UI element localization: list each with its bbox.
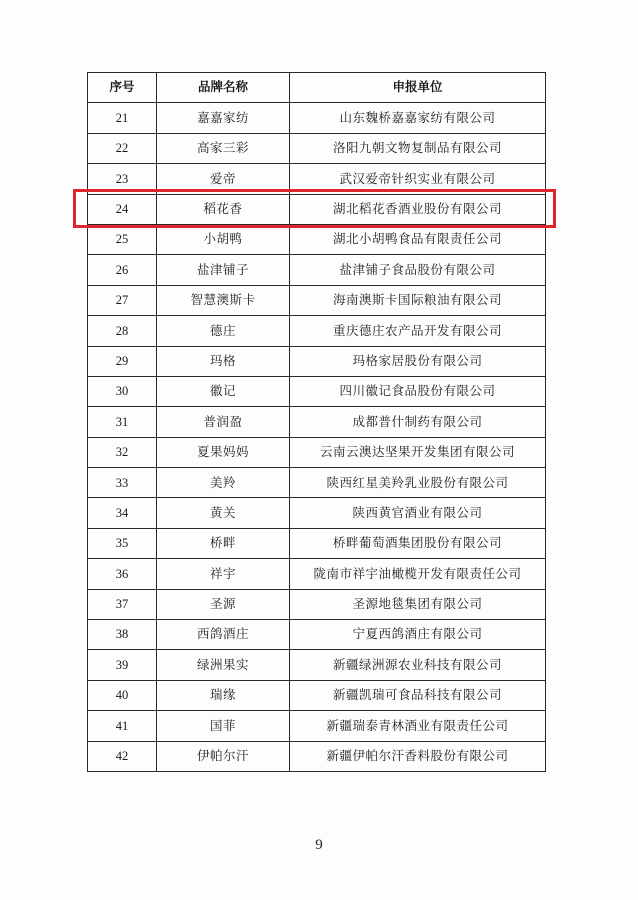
cell-index: 37 bbox=[88, 589, 157, 619]
cell-applicant-unit: 陇南市祥宇油橄榄开发有限责任公司 bbox=[290, 559, 546, 589]
table-row bbox=[88, 194, 546, 224]
cell-index: 27 bbox=[88, 285, 157, 315]
cell-brand-name: 伊帕尔汗 bbox=[157, 741, 290, 771]
cell-applicant-unit: 新疆伊帕尔汗香料股份有限公司 bbox=[290, 741, 546, 771]
table-row bbox=[88, 528, 546, 558]
cell-applicant-unit: 陕西黄官酒业有限公司 bbox=[290, 498, 546, 528]
cell-brand-name: 黄关 bbox=[157, 498, 290, 528]
cell-applicant-unit: 新疆凯瑞可食品科技有限公司 bbox=[290, 680, 546, 710]
table-row bbox=[88, 224, 546, 254]
header-index: 序号 bbox=[88, 73, 157, 103]
cell-index: 23 bbox=[88, 164, 157, 194]
table-header-row bbox=[88, 73, 546, 103]
table-row bbox=[88, 103, 546, 133]
table-row bbox=[88, 589, 546, 619]
table-row bbox=[88, 741, 546, 771]
cell-brand-name: 绿洲果实 bbox=[157, 650, 290, 680]
cell-brand-name: 夏果妈妈 bbox=[157, 437, 290, 467]
cell-brand-name: 西鸽酒庄 bbox=[157, 620, 290, 650]
cell-applicant-unit: 盐津铺子食品股份有限公司 bbox=[290, 255, 546, 285]
table-row bbox=[88, 255, 546, 285]
cell-index: 32 bbox=[88, 437, 157, 467]
cell-brand-name: 徽记 bbox=[157, 376, 290, 406]
cell-brand-name: 小胡鸭 bbox=[157, 224, 290, 254]
cell-applicant-unit: 湖北稻花香酒业股份有限公司 bbox=[290, 194, 546, 224]
cell-applicant-unit: 重庆德庄农产品开发有限公司 bbox=[290, 316, 546, 346]
cell-brand-name: 高家三彩 bbox=[157, 133, 290, 163]
table-row bbox=[88, 468, 546, 498]
cell-index: 41 bbox=[88, 711, 157, 741]
cell-brand-name: 嘉嘉家纺 bbox=[157, 103, 290, 133]
cell-index: 21 bbox=[88, 103, 157, 133]
cell-brand-name: 国菲 bbox=[157, 711, 290, 741]
cell-brand-name: 桥畔 bbox=[157, 528, 290, 558]
cell-applicant-unit: 新疆绿洲源农业科技有限公司 bbox=[290, 650, 546, 680]
table-row bbox=[88, 650, 546, 680]
table-row bbox=[88, 498, 546, 528]
header-brand-name: 品牌名称 bbox=[157, 73, 290, 103]
cell-index: 26 bbox=[88, 255, 157, 285]
table-row bbox=[88, 680, 546, 710]
cell-brand-name: 祥宇 bbox=[157, 559, 290, 589]
cell-applicant-unit: 宁夏西鸽酒庄有限公司 bbox=[290, 620, 546, 650]
cell-applicant-unit: 云南云澳达坚果开发集团有限公司 bbox=[290, 437, 546, 467]
cell-brand-name: 德庄 bbox=[157, 316, 290, 346]
cell-applicant-unit: 玛格家居股份有限公司 bbox=[290, 346, 546, 376]
cell-brand-name: 爱帝 bbox=[157, 164, 290, 194]
cell-brand-name: 圣源 bbox=[157, 589, 290, 619]
table-row bbox=[88, 376, 546, 406]
cell-applicant-unit: 山东魏桥嘉嘉家纺有限公司 bbox=[290, 103, 546, 133]
table-row bbox=[88, 285, 546, 315]
cell-brand-name: 盐津铺子 bbox=[157, 255, 290, 285]
cell-applicant-unit: 成都普什制药有限公司 bbox=[290, 407, 546, 437]
cell-applicant-unit: 新疆瑞泰青林酒业有限责任公司 bbox=[290, 711, 546, 741]
cell-index: 34 bbox=[88, 498, 157, 528]
table-row bbox=[88, 711, 546, 741]
cell-applicant-unit: 海南澳斯卡国际粮油有限公司 bbox=[290, 285, 546, 315]
cell-brand-name: 普润盈 bbox=[157, 407, 290, 437]
cell-index: 40 bbox=[88, 680, 157, 710]
table-row bbox=[88, 164, 546, 194]
cell-applicant-unit: 武汉爱帝针织实业有限公司 bbox=[290, 164, 546, 194]
cell-applicant-unit: 圣源地毯集团有限公司 bbox=[290, 589, 546, 619]
cell-brand-name: 美羚 bbox=[157, 468, 290, 498]
brand-table bbox=[87, 72, 546, 772]
page-number: 9 bbox=[315, 837, 323, 853]
cell-index: 30 bbox=[88, 376, 157, 406]
cell-index: 35 bbox=[88, 528, 157, 558]
cell-brand-name: 智慧澳斯卡 bbox=[157, 285, 290, 315]
cell-index: 36 bbox=[88, 559, 157, 589]
table-row bbox=[88, 346, 546, 376]
table-row bbox=[88, 407, 546, 437]
cell-index: 42 bbox=[88, 741, 157, 771]
table-row bbox=[88, 437, 546, 467]
table-row bbox=[88, 559, 546, 589]
cell-applicant-unit: 桥畔葡萄酒集团股份有限公司 bbox=[290, 528, 546, 558]
cell-applicant-unit: 湖北小胡鸭食品有限责任公司 bbox=[290, 224, 546, 254]
cell-index: 39 bbox=[88, 650, 157, 680]
table-row bbox=[88, 620, 546, 650]
cell-brand-name: 瑞缘 bbox=[157, 680, 290, 710]
table-row bbox=[88, 133, 546, 163]
cell-applicant-unit: 陕西红星美羚乳业股份有限公司 bbox=[290, 468, 546, 498]
table-row bbox=[88, 316, 546, 346]
cell-brand-name: 稻花香 bbox=[157, 194, 290, 224]
cell-index: 33 bbox=[88, 468, 157, 498]
cell-index: 22 bbox=[88, 133, 157, 163]
cell-index: 31 bbox=[88, 407, 157, 437]
cell-index: 28 bbox=[88, 316, 157, 346]
cell-index: 38 bbox=[88, 620, 157, 650]
cell-index: 29 bbox=[88, 346, 157, 376]
header-applicant-unit: 申报单位 bbox=[290, 73, 546, 103]
cell-brand-name: 玛格 bbox=[157, 346, 290, 376]
cell-index: 25 bbox=[88, 224, 157, 254]
cell-index: 24 bbox=[88, 194, 157, 224]
cell-applicant-unit: 洛阳九朝文物复制品有限公司 bbox=[290, 133, 546, 163]
cell-applicant-unit: 四川徽记食品股份有限公司 bbox=[290, 376, 546, 406]
